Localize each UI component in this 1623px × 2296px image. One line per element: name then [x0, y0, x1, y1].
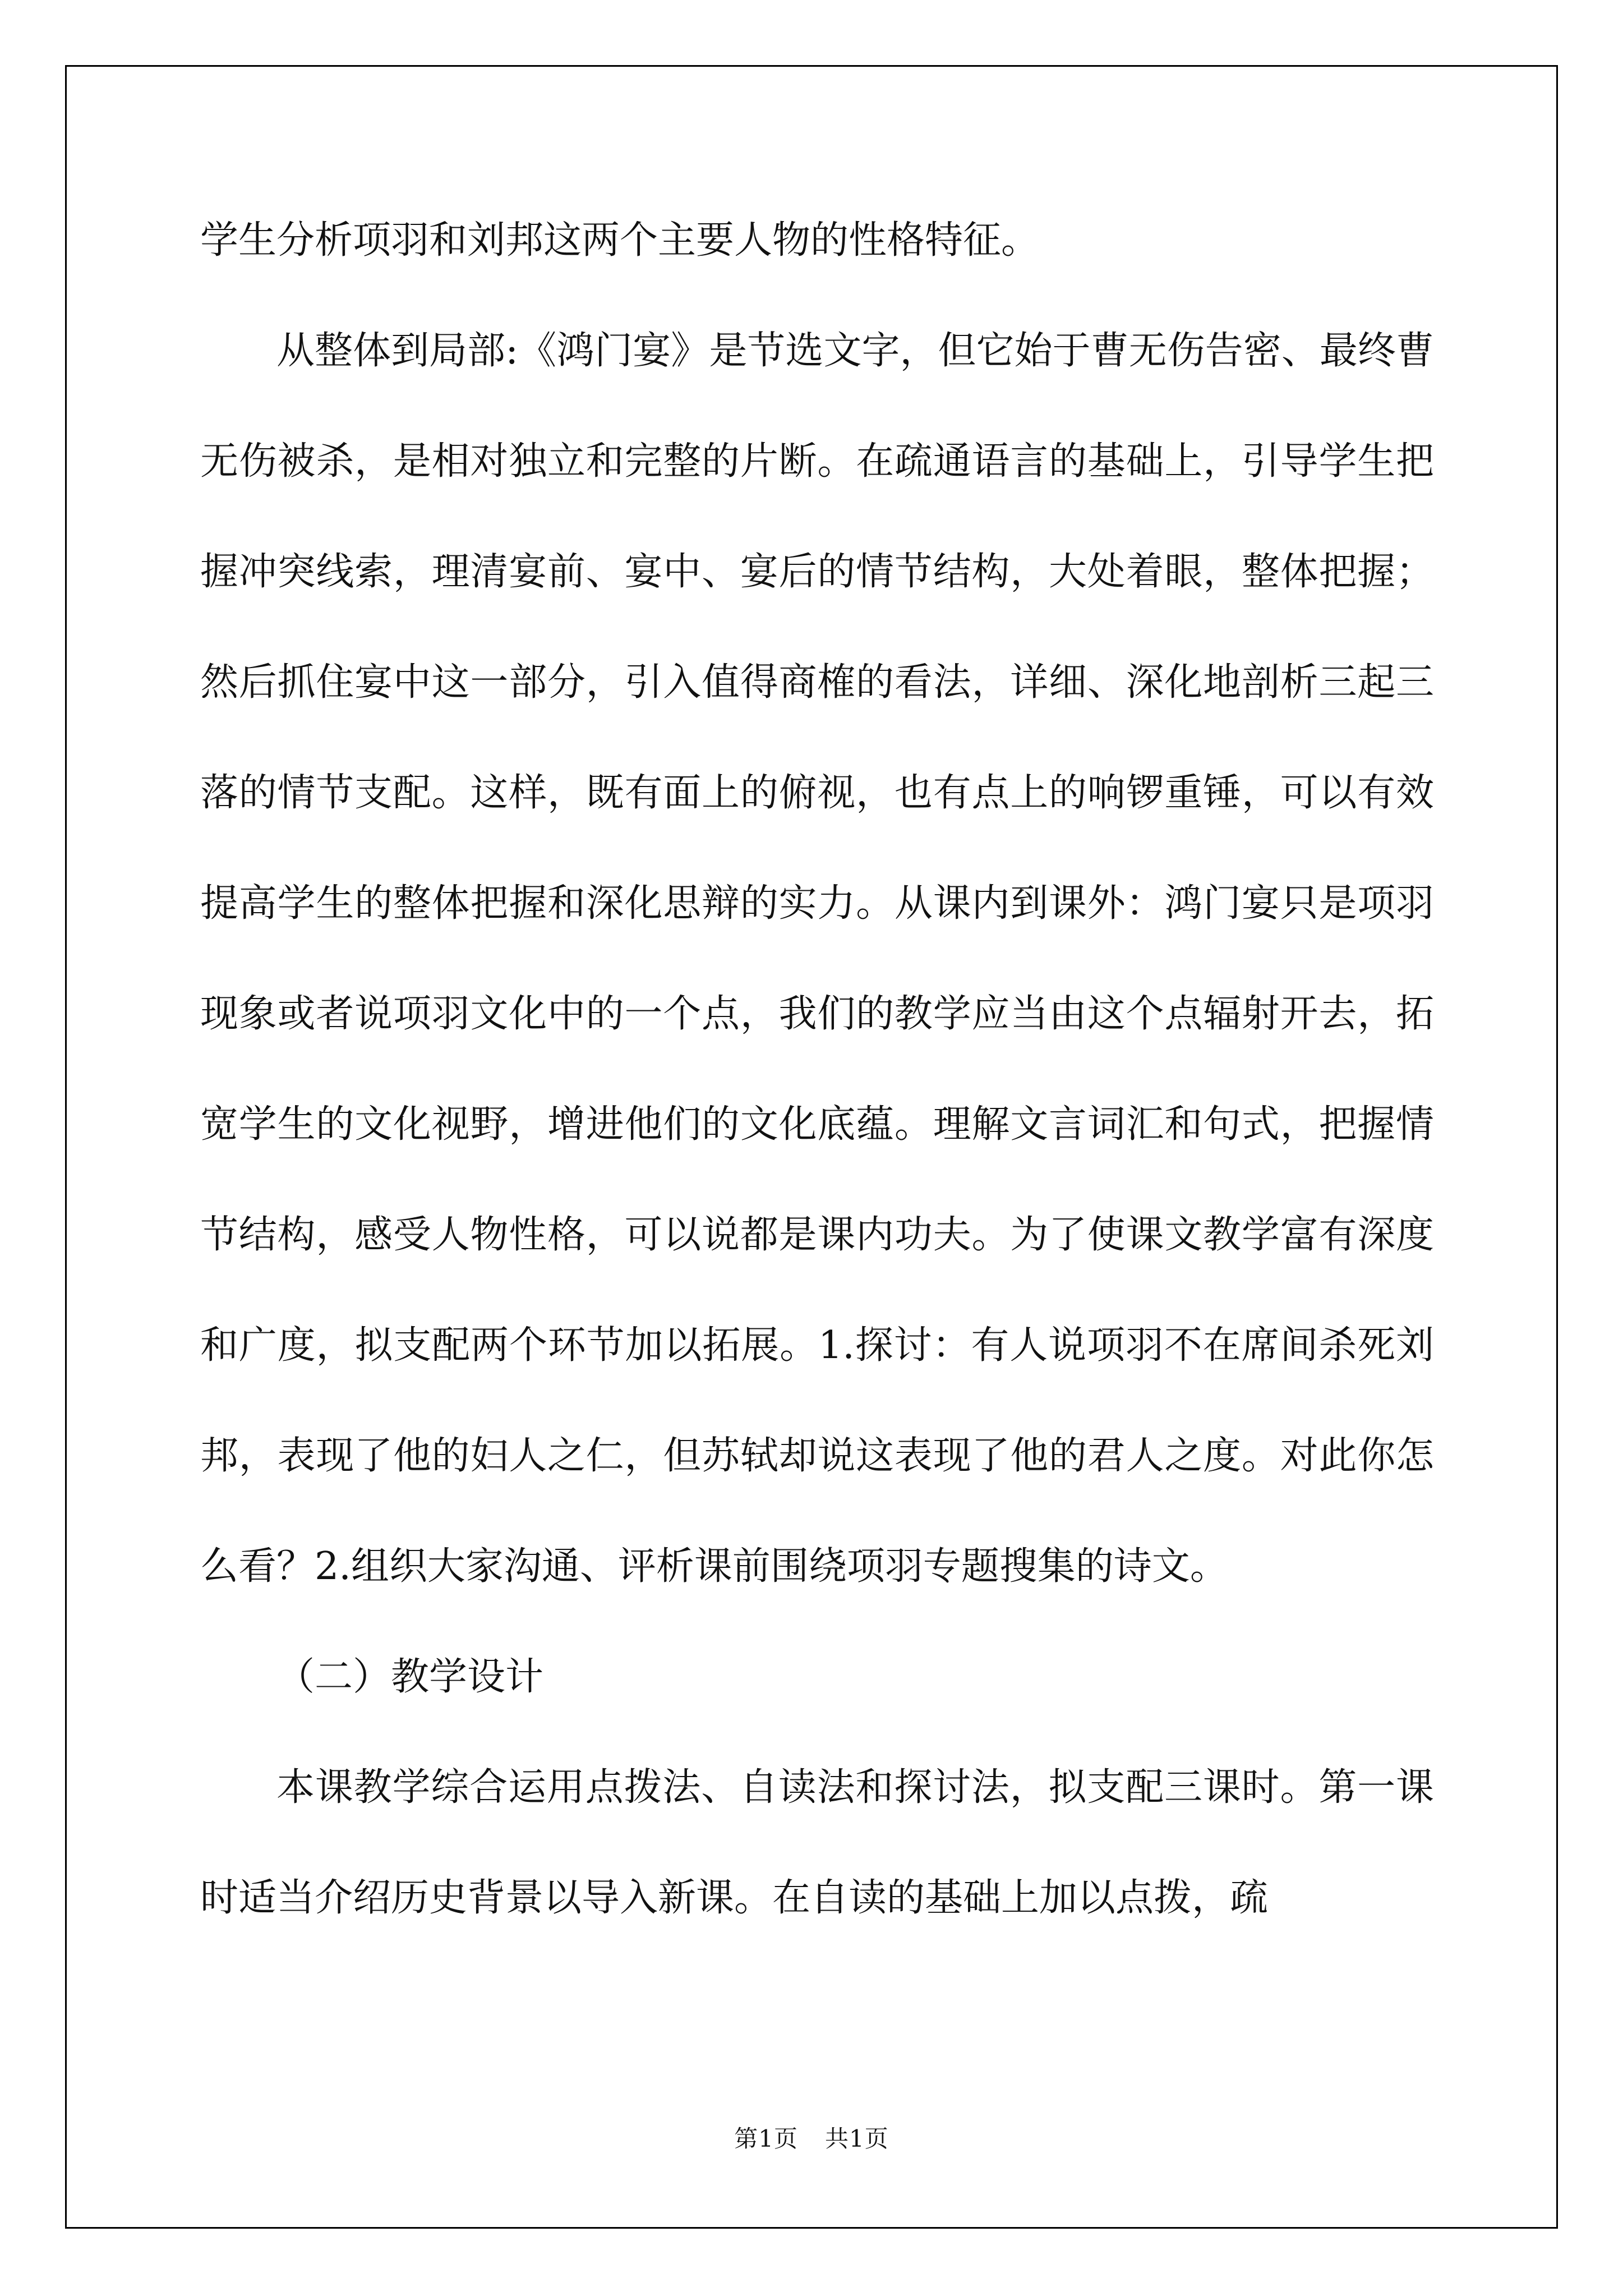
- document-body: [200, 185, 1434, 1953]
- page-total: 共1页: [825, 2125, 889, 2152]
- paragraph-continuation: 学生分析项羽和刘邦这两个主要人物的性格特征。: [200, 218, 1040, 263]
- page-number: 第1页: [734, 2125, 798, 2152]
- page-footer: [0, 2120, 1623, 2154]
- section-heading-teaching-design: （二）教学设计: [276, 1655, 544, 1699]
- paragraph-overview-to-detail: 从整体到局部:《鸿门宴》是节选文字，但它始于曹无伤告密、最终曹无伤被杀，是相对独立和完整的片断。在疏通语言的基础上，引导学生把握冲突线索，理清宴前、宴中、宴后的情节结构，大处着眼，整体把握；然后抓住宴中这一部分，引入值得商榷的看法，详细、深化地剖析三起三落的情节支配。这样，既有面上的俯视，也有点上的响锣重锤，可以有效提高学生的整体把握和深化思辩的实力。从课内到课外：鸿门宴只是项羽现象或者说项羽文化中的一个点，我们的教学应当由这个点辐射开去，拓宽学生的文化视野，增进他们的文化底蕴。理解文言词汇和句式，把握情节结构，感受人物性格，可以说都是课内功夫。为了使课文教学富有深度和广度，拟支配两个环节加以拓展。1.探讨：有人说项羽不在席间杀死刘邦，表现了他的妇人之仁，但苏轼却说这表现了他的君人之度。对此你怎么看？2.组织大家沟通、评析课前围绕项羽专题搜集的诗文。: [200, 329, 1434, 1589]
- paragraph-teaching-design: 本课教学综合运用点拨法、自读法和探讨法，拟支配三课时。第一课时适当介绍历史背景以导入新课。在自读的基础上加以点拨，疏: [200, 1765, 1434, 1920]
